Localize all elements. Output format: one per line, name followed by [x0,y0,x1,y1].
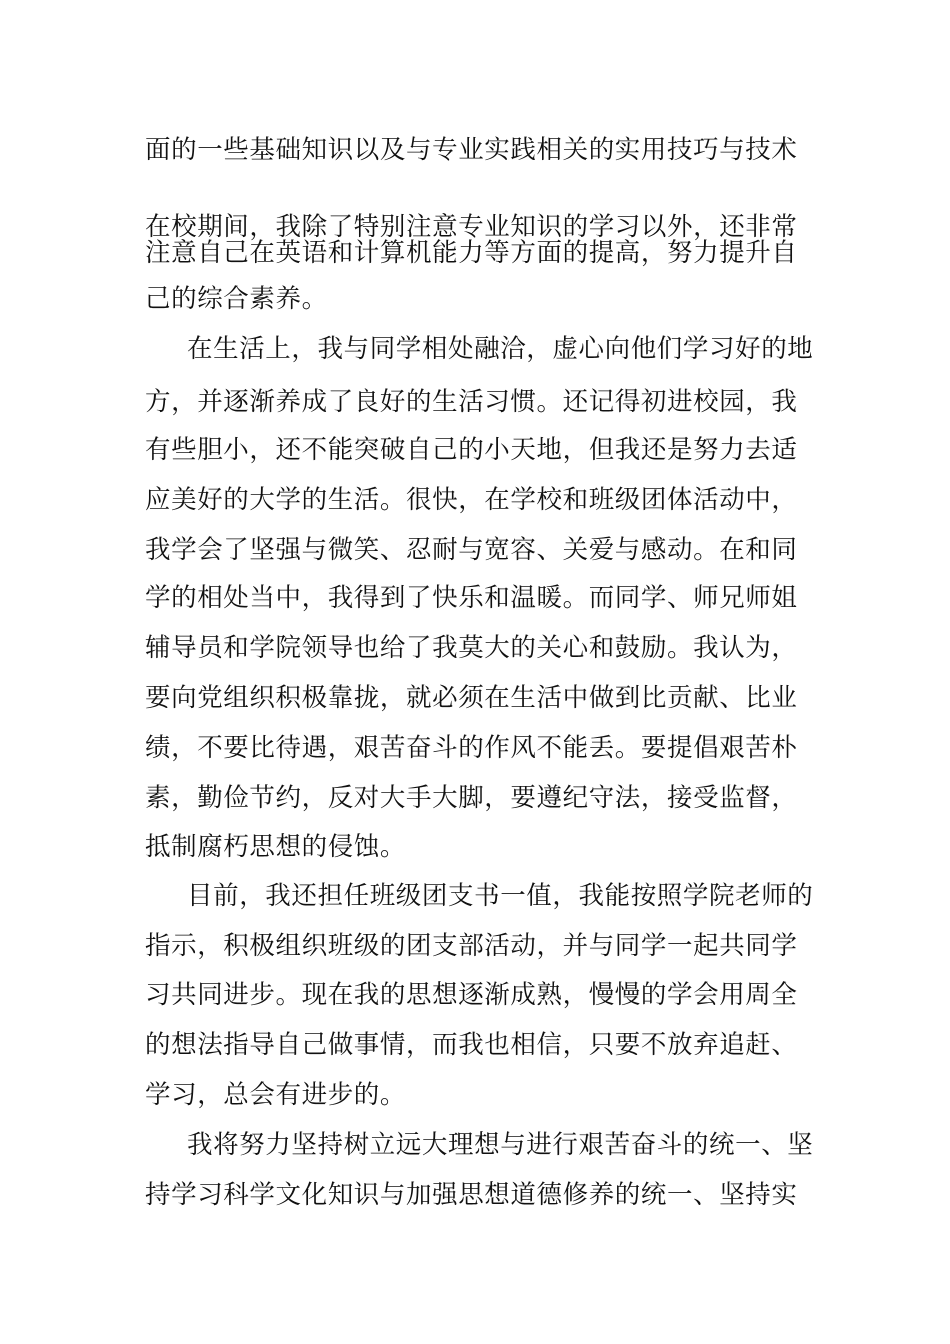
text-line: 方，并逐渐养成了良好的生活习惯。还记得初进校园，我 [145,387,798,417]
text-line: 习共同进步。现在我的思想逐渐成熟，慢慢的学会用周全 [145,980,798,1010]
text-line: 学的相处当中，我得到了快乐和温暖。而同学、师兄师姐 [145,583,798,613]
text-line: 己的综合素养。 [145,284,328,314]
text-line: 面的一些基础知识以及与专业实践相关的实用技巧与技术 [145,135,798,165]
text-line: 素，勤俭节约，反对大手大脚，要遵纪守法，接受监督， [145,783,798,813]
text-line: 我学会了坚强与微笑、忍耐与宽容、关爱与感动。在和同 [145,535,798,565]
text-line: 辅导员和学院领导也给了我莫大的关心和鼓励。我认为， [145,633,798,663]
text-line: 学习，总会有进步的。 [145,1080,407,1110]
text-line: 指示，积极组织班级的团支部活动，并与同学一起共同学 [145,931,798,961]
text-line: 在校期间，我除了特别注意专业知识的学习以外，还非常 [145,212,798,242]
text-line: 要向党组织积极靠拢，就必须在生活中做到比贡献、比业 [145,683,798,713]
text-line: 注意自己在英语和计算机能力等方面的提高，努力提升自 [145,238,798,268]
text-line: 持学习科学文化知识与加强思想道德修养的统一、坚持实 [145,1180,798,1210]
text-line: 绩，不要比待遇，艰苦奋斗的作风不能丢。要提倡艰苦朴 [145,733,798,763]
text-line: 有些胆小，还不能突破自己的小天地，但我还是努力去适 [145,435,798,465]
text-line: 应美好的大学的生活。很快，在学校和班级团体活动中， [145,485,798,515]
paragraph-first-line: 目前，我还担任班级团支书一值，我能按照学院老师的 [187,881,814,911]
text-line: 抵制腐朽思想的侵蚀。 [145,832,407,862]
text-line: 的想法指导自己做事情，而我也相信，只要不放弃追赶、 [145,1030,798,1060]
paragraph-first-line: 在生活上，我与同学相处融洽，虚心向他们学习好的地 [187,334,814,364]
paragraph-first-line: 我将努力坚持树立远大理想与进行艰苦奋斗的统一、坚 [187,1130,814,1160]
